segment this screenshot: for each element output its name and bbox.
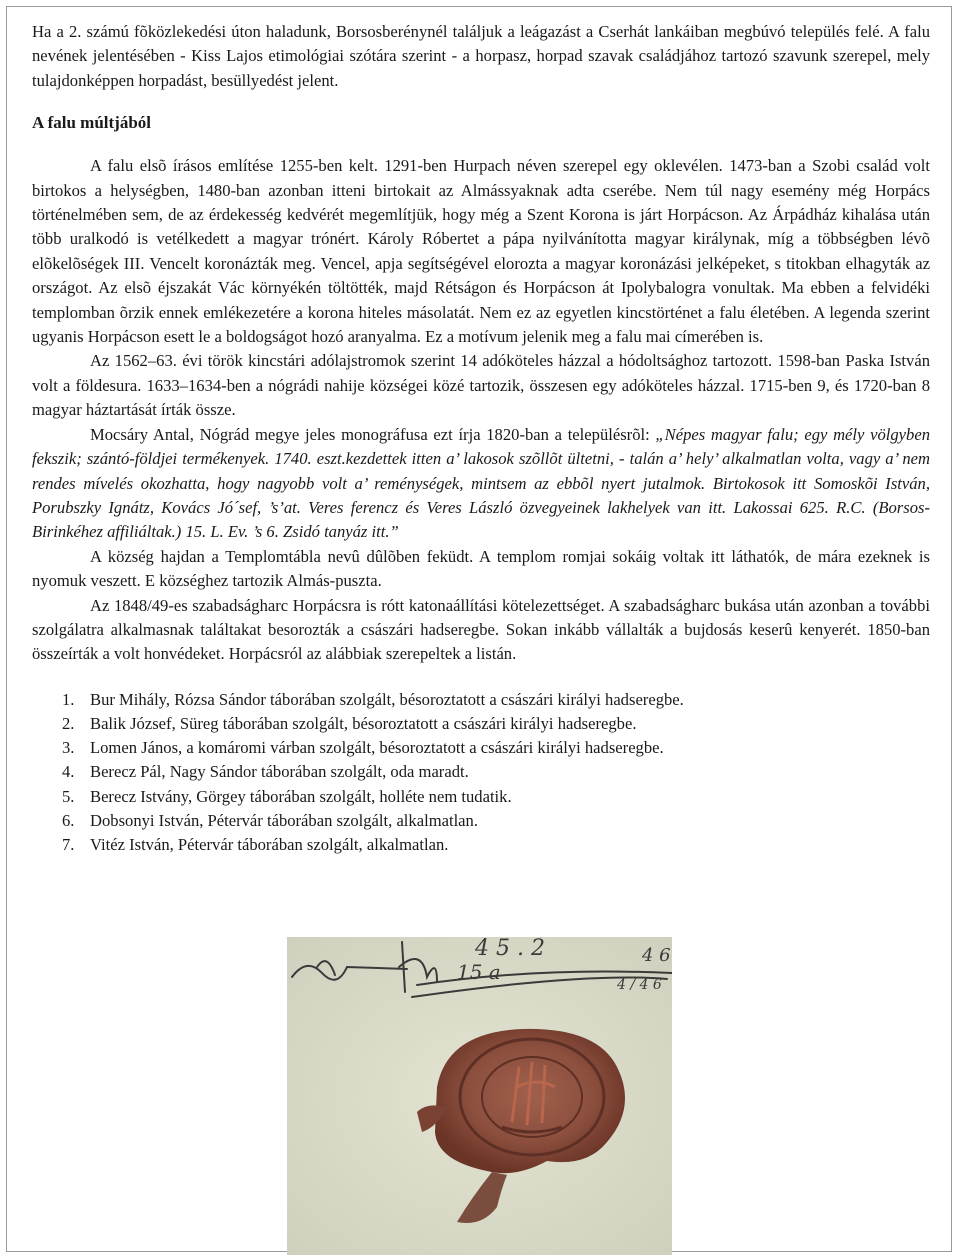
section-title: A falu múltjából bbox=[32, 113, 152, 133]
list-item: 7. Vitéz István, Pétervár táborában szolgált, alkalmatlan. bbox=[62, 834, 449, 854]
list-item: 6. Dobsonyi István, Pétervár táborában szolgált, alkalmatlan. bbox=[62, 810, 478, 830]
honved-roster bbox=[32, 688, 930, 857]
list-item: 4. Berecz Pál, Nagy Sándor táborában szolgált, oda maradt. bbox=[62, 762, 469, 782]
svg-text:4 / 4 6: 4 / 4 6 bbox=[617, 977, 662, 993]
list-item: 5. Berecz Istvány, Görgey táborában szolgált, holléte nem tudatik. bbox=[62, 786, 512, 806]
wax-seal-image bbox=[287, 937, 672, 1255]
list-item: 1. Bur Mihály, Rózsa Sándor táborában szolgált, bésoroztatott a császári királyi hadseregbe. bbox=[62, 689, 684, 709]
history-paragraph-4: A község hajdan a Templomtábla nevû dûlõben feküdt. A templom romjai sokáig voltak itt láthatók, de mára ezeknek is nyomuk veszett. E községhez tartozik Almás-puszta. bbox=[32, 546, 930, 591]
document-body bbox=[32, 20, 930, 857]
intro-paragraph: Ha a 2. számú fõközlekedési úton haladunk, Borsosberénynél találjuk a leágazást a Cserhát lankáiban megbúvó település felé. A falu nevének jelentésében - Kiss Lajos etimológiai szótára szerint - a horpasz, horpad szavak családjához tartozó szavunk szerepel, mely tulajdonképpen horpadást, besüllyedést jelent. bbox=[32, 22, 930, 90]
svg-text:4 5 . 2: 4 5 . 2 bbox=[475, 937, 545, 961]
list-item: 3. Lomen János, a komáromi várban szolgált, bésoroztatott a császári királyi hadseregbe. bbox=[62, 738, 664, 758]
mocsary-paragraph bbox=[32, 423, 930, 545]
mocsary-quote: „Népes magyar falu; egy mély völgyben fekszik; szántó-földjei termékenyek. 1740. eszt.kezdettek itten a’ lakosok szõllõt ültetni, - talán a’ hely’ alkalmatlan volta, vagy a’ nem rendes mívelés okozhatta, hogy nagyobb volt a’ reménységek, mintsem az ebbõl nyert jutalmok. Birtokosok itt Somoskõi István, Porubszky Ignátz, Kovács Jó´sef, ’s’at. Veres ferencz és Veres László özvegyeinek lakhelyek van itt. Lakossai 625. R.C. (Borsos-Birinkéhez affiliáltak.) 15. L. Ev. ’s 6. Zsidó tanyáz itt.” bbox=[32, 424, 930, 542]
svg-text:15 a: 15 a bbox=[457, 960, 501, 984]
history-paragraph-2: Az 1562–63. évi török kincstári adólajstromok szerint 14 adóköteles házzal a hódoltsághoz tartozott. 1598-ban Paska István volt a földesura. 1633–1634-ben a nógrádi nahije községei közé tartozik, összesen egy adóköteles házzal. 1715-ben 9, és 1720-ban 8 magyar háztartását írták össze. bbox=[32, 351, 930, 420]
history-paragraph-5: Az 1848/49-es szabadságharc Horpácsra is rótt katonaállítási kötelezettséget. A szabadságharc bukása után azonban a további szolgálatra alkalmasnak találtakat besorozták a császári hadseregbe. Sokan inkább vállalták a bujdosás keserû kenyerét. 1850-ban összeírták a volt honvédeket. Horpácsról az alábbiak szerepeltek a listán. bbox=[32, 595, 930, 664]
wax-seal-photo bbox=[287, 937, 672, 1255]
history-paragraph-1: A falu elsõ írásos említése 1255-ben kelt. 1291-ben Hurpach néven szerepel egy oklevélen. 1473-ban a Szobi család volt birtokos a helységben, 1480-ban azonban itteni birtokait az Almássyaknak adta cserébe. Nem túl nagy esemény még Horpács történelmében sem, de az érdekesség kedvérét megemlítjük, hogy még a Szent Korona is járt Horpácson. Az Árpádház kihalása után több uralkodó is vetélkedett a magyar trónért. Károly Róbertet a pápa nyilvánította magyar királynak, míg a többségben lévõ elõkelõségek III. Vencelt koronázták meg. Vencel, apja segítségével elorozta a magyar koronázási jelképeket, s titokban elhagyták az országot. Az elsõ éjszakát Vác környékén töltötték, majd Rétságon és Horpácson át Ipolybalogra vonultak. Ma ebben a felvidéki templomban õrzik ennek emlékezetére a korona hiteles másolatát. Nem ez az egyetlen kincstörténet a falu életében. A legenda szerint ugyanis Horpácson esett le a boldogságot hozó aranyalma. Ez a motívum jelenik meg a falu mai címerében is. bbox=[32, 156, 930, 347]
list-item: 2. Balik József, Süreg táborában szolgált, bésoroztatott a császári királyi hadseregbe. bbox=[62, 713, 637, 733]
svg-text:4 6: 4 6 bbox=[642, 945, 671, 966]
mocsary-lead: Mocsáry Antal, Nógrád megye jeles monográfusa ezt írja 1820-ban a településrõl: bbox=[90, 424, 656, 444]
